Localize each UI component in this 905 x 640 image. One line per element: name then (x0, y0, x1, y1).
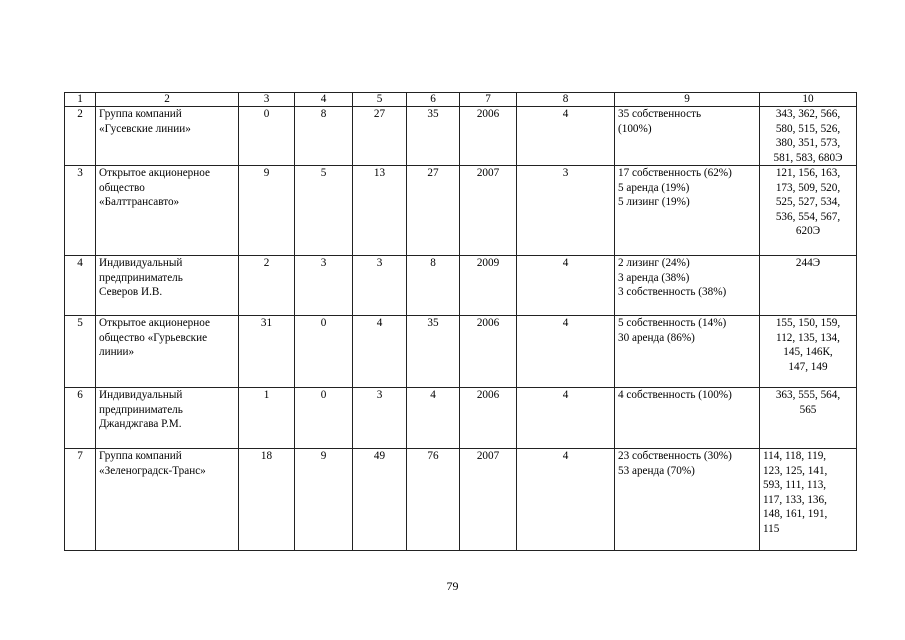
company-name-line: «Зеленоградск-Транс» (99, 464, 206, 477)
company-name-line: «Гусевские линии» (99, 122, 191, 135)
company-name-line: Открытое акционерное (99, 167, 210, 179)
ownership-info-line: 17 собственность (62%) (618, 167, 732, 179)
company-name (96, 256, 239, 316)
company-name (96, 388, 239, 449)
row-number: 2 (65, 107, 96, 166)
route-codes-line: 620Э (795, 225, 821, 237)
company-name-line: Джанджгава Р.М. (99, 418, 182, 430)
row-number: 5 (65, 316, 96, 388)
cell-col6: 76 (407, 449, 460, 551)
cell-col5: 3 (353, 388, 407, 449)
column-header: 7 (460, 93, 517, 107)
cell-year: 2007 (460, 449, 517, 551)
column-header: 9 (615, 93, 760, 107)
table-row (65, 388, 857, 449)
company-name (96, 166, 239, 256)
cell-col3: 1 (239, 388, 295, 449)
route-codes-line: 536, 554, 567, (775, 210, 841, 223)
ownership-info-line: 5 собственность (14%) (618, 317, 727, 329)
page-number: 79 (446, 579, 459, 593)
ownership-info-line: 5 лизинг (19%) (618, 196, 690, 208)
route-codes-line: 173, 509, 520, (775, 181, 841, 194)
cell-col8: 4 (517, 449, 615, 551)
route-codes-line: 147, 149 (788, 360, 828, 373)
cell-year: 2006 (460, 388, 517, 449)
cell-col6: 35 (407, 316, 460, 388)
route-codes-line: 525, 527, 534, (775, 196, 841, 208)
row-number: 7 (65, 449, 96, 551)
ownership-info-line: 4 собственность (100%) (618, 389, 732, 401)
cell-col6: 4 (407, 388, 460, 449)
cell-col4: 0 (295, 316, 353, 388)
cell-col3: 9 (239, 166, 295, 256)
ownership-info-line: 53 аренда (70%) (618, 464, 695, 477)
table-row (65, 449, 857, 551)
route-codes-line: 115 (763, 522, 780, 535)
route-codes (760, 316, 857, 388)
company-name-line: общество «Гурьевские (99, 331, 208, 344)
cell-col5: 13 (353, 166, 407, 256)
route-codes-line: 343, 362, 566, (775, 108, 841, 120)
company-name-line: Открытое акционерное (99, 317, 210, 329)
table-row (65, 256, 857, 316)
column-header: 5 (353, 93, 407, 107)
column-header: 10 (760, 93, 857, 107)
route-codes-line: 145, 146К, (783, 346, 833, 358)
cell-col6: 8 (407, 256, 460, 316)
cell-col4: 8 (295, 107, 353, 166)
cell-col3: 2 (239, 256, 295, 316)
data-table (64, 92, 857, 551)
route-codes-line: 121, 156, 163, (775, 167, 841, 179)
route-codes (760, 388, 857, 449)
cell-col5: 49 (353, 449, 407, 551)
cell-col4: 9 (295, 449, 353, 551)
company-name (96, 107, 239, 166)
column-header: 3 (239, 93, 295, 107)
cell-col4: 3 (295, 256, 353, 316)
row-number: 3 (65, 166, 96, 256)
company-name-line: предприниматель (99, 403, 183, 416)
company-name-line: Группа компаний (99, 108, 182, 120)
route-codes-line: 363, 555, 564, (775, 389, 841, 401)
route-codes-line: 117, 133, 136, (763, 493, 827, 506)
table-row (65, 166, 857, 256)
cell-col5: 3 (353, 256, 407, 316)
route-codes-line: 114, 118, 119, (763, 450, 827, 462)
ownership-info (615, 256, 760, 316)
route-codes (760, 166, 857, 256)
cell-col8: 4 (517, 316, 615, 388)
route-codes-line: 155, 150, 159, (775, 317, 841, 329)
cell-col3: 18 (239, 449, 295, 551)
company-name-line: Северов И.В. (99, 286, 163, 298)
company-name-line: линии» (99, 346, 135, 358)
cell-col6: 35 (407, 107, 460, 166)
company-name-line: предприниматель (99, 271, 183, 284)
route-codes (760, 256, 857, 316)
column-header: 4 (295, 93, 353, 107)
column-header: 8 (517, 93, 615, 107)
route-codes-line: 148, 161, 191, (763, 508, 828, 520)
cell-col8: 3 (517, 166, 615, 256)
cell-year: 2006 (460, 316, 517, 388)
route-codes-line: 580, 515, 526, (775, 122, 841, 135)
cell-col4: 0 (295, 388, 353, 449)
ownership-info (615, 107, 760, 166)
route-codes (760, 107, 857, 166)
table-row (65, 107, 857, 166)
ownership-info-line: 30 аренда (86%) (618, 331, 695, 344)
header-row (65, 93, 857, 107)
route-codes-line: 123, 125, 141, (763, 464, 828, 477)
ownership-info-line: 5 аренда (19%) (618, 181, 690, 194)
cell-year: 2006 (460, 107, 517, 166)
ownership-info (615, 316, 760, 388)
ownership-info-line: (100%) (618, 122, 652, 135)
cell-col8: 4 (517, 107, 615, 166)
table-row (65, 316, 857, 388)
route-codes-line: 244Э (795, 257, 821, 269)
ownership-info-line: 35 собственность (618, 108, 702, 120)
cell-col4: 5 (295, 166, 353, 256)
cell-year: 2007 (460, 166, 517, 256)
company-name (96, 316, 239, 388)
ownership-info (615, 166, 760, 256)
ownership-info-line: 3 собственность (38%) (618, 286, 727, 298)
column-header: 2 (96, 93, 239, 107)
company-name-line: Индивидуальный (99, 389, 183, 401)
route-codes-line: 565 (799, 403, 817, 416)
company-name-line: общество (99, 181, 145, 194)
route-codes (760, 449, 857, 551)
route-codes-line: 581, 583, 680Э (773, 151, 843, 164)
cell-col6: 27 (407, 166, 460, 256)
cell-col8: 4 (517, 388, 615, 449)
ownership-info (615, 449, 760, 551)
ownership-info-line: 2 лизинг (24%) (618, 257, 690, 269)
route-codes-line: 593, 111, 113, (763, 479, 827, 491)
ownership-info (615, 388, 760, 449)
cell-col3: 31 (239, 316, 295, 388)
company-name (96, 449, 239, 551)
column-header: 1 (65, 93, 96, 107)
ownership-info-line: 23 собственность (30%) (618, 450, 732, 462)
cell-col5: 27 (353, 107, 407, 166)
row-number: 4 (65, 256, 96, 316)
column-header: 6 (407, 93, 460, 107)
company-name-line: Индивидуальный (99, 257, 183, 269)
cell-col3: 0 (239, 107, 295, 166)
company-name-line: «Балттрансавто» (99, 196, 180, 208)
route-codes-line: 112, 135, 134, (776, 331, 840, 344)
row-number: 6 (65, 388, 96, 449)
cell-col5: 4 (353, 316, 407, 388)
cell-col8: 4 (517, 256, 615, 316)
ownership-info-line: 3 аренда (38%) (618, 271, 690, 284)
cell-year: 2009 (460, 256, 517, 316)
company-name-line: Группа компаний (99, 450, 182, 462)
route-codes-line: 380, 351, 573, (775, 137, 841, 149)
